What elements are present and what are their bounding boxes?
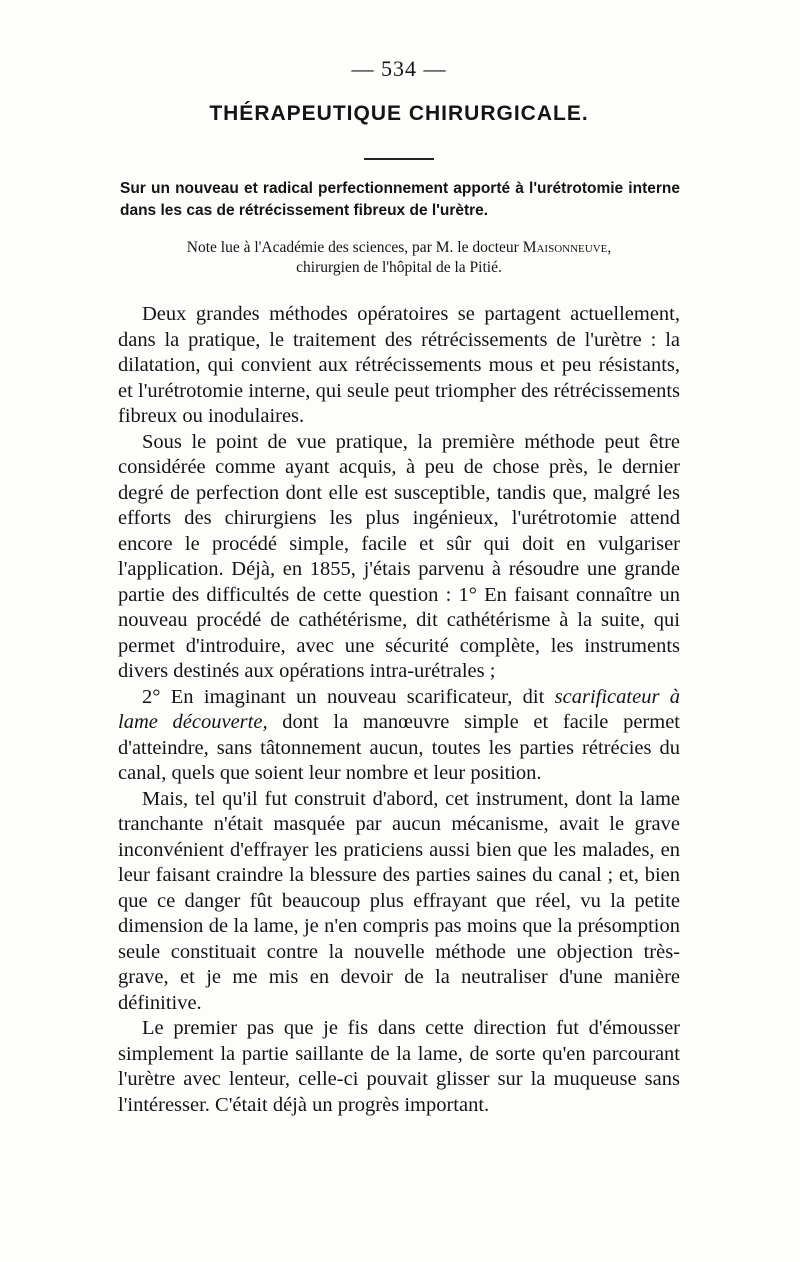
- paragraph-4: Mais, tel qu'il fut construit d'abord, cet instrument, dont la lame tranchante n'était masquée par aucun mécanisme, avait le grave inconvénient d'effrayer les praticiens aussi bien que les malades, en leur faisant craindre la blessure des parties saines du canal ; et, bien que ce danger fût beaucoup plus effrayant que réel, vu la petite dimension de la lame, je n'en compris pas moins que la présomption seule constituait contre la nouvelle méthode une objection très-grave, et je me mis en devoir de la neutraliser d'une manière définitive.: [118, 787, 680, 1014]
- paragraph-3-end: dont la manœuvre simple et facile permet d'atteindre, sans tâtonnement aucun, toutes les parties rétrécies du canal, quels que soient leur nombre et leur position.: [118, 711, 680, 784]
- byline-line-1: [118, 238, 680, 258]
- paragraph-1: Deux grandes méthodes opératoires se partagent actuellement, dans la pratique, le traitement des rétrécissements de l'urètre : la dilatation, qui convient aux rétrécissements mous et peu résistants, et l'urétrotomie interne, qui seule peut triompher des rétrécissements fibreux ou inodulaires.: [118, 303, 680, 427]
- book-page: [118, 56, 680, 1118]
- paragraph-2: Sous le point de vue pratique, la première méthode peut être considérée comme ayant acquis, à peu de chose près, le dernier degré de perfection dont elle est susceptible, tandis que, malgré les efforts des chirurgiens les plus ingénieux, l'urétrotomie attend encore le procédé simple, facile et sûr qui doit en vulgariser l'application. Déjà, en 1855, j'étais parvenu à résoudre une grande partie des difficultés de cette question : 1° En faisant connaître un nouveau procédé de cathétérisme, dit cathétérisme à la suite, qui permet d'introduire, avec une sécurité complète, les instruments divers destinés aux opérations intra-urétrales ;: [118, 430, 680, 682]
- title-divider: [364, 158, 434, 160]
- article-heading: Sur un nouveau et radical perfectionnement apporté à l'urétrotomie interne dans les cas de rétrécissement fibreux de l'urètre.: [120, 180, 680, 219]
- instrument-name: scarificateur à lame découverte,: [118, 685, 680, 733]
- page-number: — 534 —: [351, 56, 447, 81]
- byline-line-2: chirurgien de l'hôpital de la Pitié.: [296, 259, 502, 276]
- article-body: [118, 302, 680, 1118]
- section-title: THÉRAPEUTIQUE CHIRURGICALE.: [209, 102, 589, 125]
- byline: [118, 238, 680, 278]
- author-name: Maisonneuve,: [522, 239, 612, 256]
- byline-prefix: Note lue à l'Académie des sciences, par M. le docteur: [186, 239, 523, 256]
- paragraph-3: [118, 685, 680, 787]
- paragraph-5: Le premier pas que je fis dans cette direction fut d'émousser simplement la partie saillante de la lame, de sorte qu'en parcourant l'urètre avec lenteur, celle-ci pouvait glisser sur la muqueuse sans l'intéresser. C'était déjà un progrès important.: [118, 1017, 680, 1116]
- paragraph-3-start: 2° En imaginant un nouveau scarificateur, dit: [142, 685, 555, 708]
